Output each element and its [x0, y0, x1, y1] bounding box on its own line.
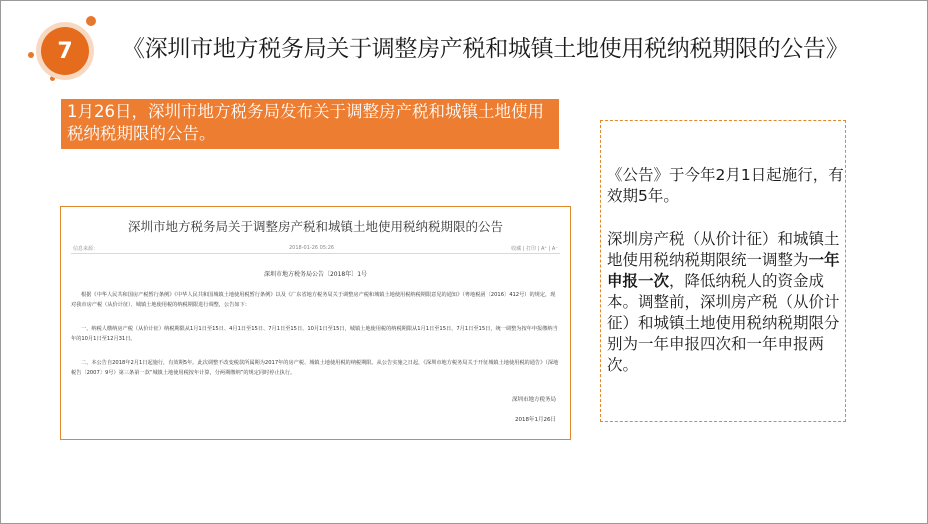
document-paragraph: 二、本公告自2018年2月1日起施行，有效期5年。此次调整不改变税款所属期为2017年的房产税、城镇土地使用税的纳税期限。从公告实施之日起，《深圳市地方税务局关于开征城镇土地使用税的通告》（深地税告〔2007〕9号）第三条第一款“城镇土地使用税按年计算，分两期缴纳”的规定同时停止执行。	[71, 360, 559, 376]
document-paragraph: 根据《中华人民共和国房产税暂行条例》《中华人民共和国城镇土地使用税暂行条例》以及《广东省地方税务局关于调整房产税和城镇土地使用税纳税期限意见的通知》（粤地税函〔2016〕412号）的规定，现对我市房产税（从价计征）、城镇土地使用税的纳税期限进行调整，公告如下：	[71, 292, 556, 308]
slide-title: 《深圳市地方税务局关于调整房产税和城镇土地使用税纳税期限的公告》	[122, 36, 849, 62]
document-subtitle: 深圳市地方税务局公告〔2018年〕1号	[263, 271, 368, 278]
note-paragraph-1: 《公告》于今年2月1日起施行，有效期5年。	[607, 166, 844, 205]
document-paragraph: 一、纳税人缴纳房产税（从价计征）纳税期限从1月1日至15日、4月1日至15日、7月1日至15日、10月1日至15日，城镇土地使用税的纳税期限从1月1日至15日、7月1日至15日，统一调整为按年申报缴纳当年的10月1日至12月31日。	[71, 326, 558, 342]
slide-number-badge	[24, 14, 114, 86]
document-sign-date: 2018年1月26日	[515, 417, 556, 423]
summary-note-box	[600, 120, 846, 422]
document-divider	[71, 253, 560, 254]
note-paragraph-2	[607, 229, 845, 376]
note-text: 深圳房产税（从价计征）和城镇土地使用税纳税期限统一调整为	[607, 230, 840, 269]
document-tools: 收藏 | 打印 | A⁺ | A⁻	[511, 246, 558, 252]
slide-number: 7	[41, 27, 89, 75]
decor-dot	[28, 52, 34, 58]
note-highlight: 一年申报一次	[607, 251, 840, 290]
document-date: 2018-01-26 05:26	[289, 245, 335, 251]
document-source-label: 信息来源：	[73, 246, 99, 252]
document-signature: 深圳市地方税务局	[511, 397, 556, 403]
callout-box	[61, 99, 559, 149]
note-text: ，降低纳税人的资金成本。调整前，深圳房产税（从价计征）和城镇土地使用税纳税期限分别为一年申报四次和一年申报两次。	[607, 272, 840, 374]
callout-text: 1月26日，深圳市地方税务局发布关于调整房产税和城镇土地使用税纳税期限的公告。	[67, 102, 544, 143]
document-title: 深圳市地方税务局关于调整房产税和城镇土地使用税纳税期限的公告	[127, 219, 503, 234]
document-screenshot	[60, 206, 571, 440]
decor-dot	[86, 16, 96, 26]
